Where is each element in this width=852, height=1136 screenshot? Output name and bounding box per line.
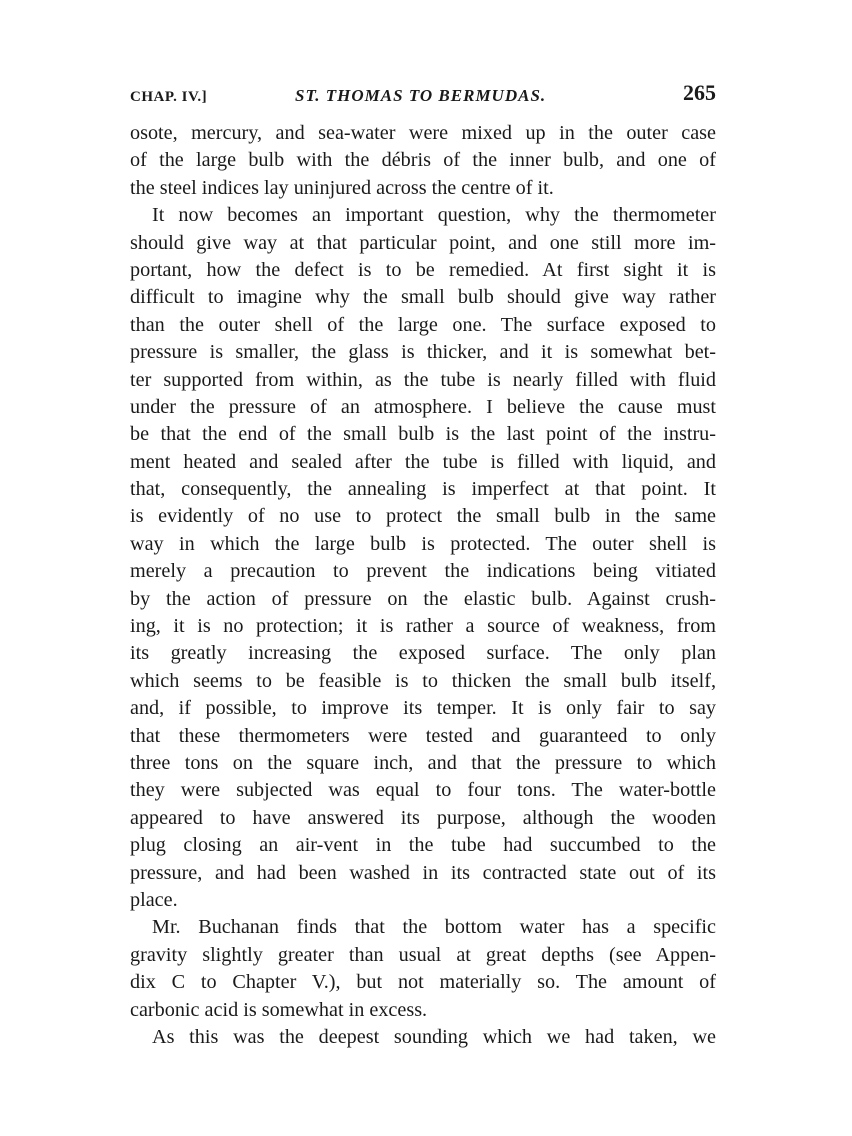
text-line: the steel indices lay uninjured across the centre of it.	[130, 176, 554, 199]
running-title: ST. THOMAS TO BERMUDAS.	[295, 86, 547, 105]
running-head	[130, 80, 716, 110]
text-line: and, if possible, to improve its temper. It is only fair to say	[130, 697, 716, 720]
text-line: by the action of pressure on the elastic bulb. Against crush-	[130, 587, 716, 610]
text-line: than the outer shell of the large one. The surface exposed to	[130, 313, 716, 336]
text-line: Mr. Buchanan finds that the bottom water has a specific	[152, 916, 716, 939]
text-line: gravity slightly greater than usual at great depths (see Appen-	[130, 943, 716, 966]
text-line: difficult to imagine why the small bulb should give way rather	[130, 286, 716, 309]
text-line: pressure is smaller, the glass is thicker, and it is somewhat bet-	[130, 341, 716, 364]
page-number: 265	[683, 80, 716, 105]
text-line: ment heated and sealed after the tube is filled with liquid, and	[130, 450, 716, 473]
text-line: of the large bulb with the débris of the inner bulb, and one of	[130, 149, 716, 172]
text-line: its greatly increasing the exposed surface. The only plan	[130, 642, 716, 665]
text-line: that these thermometers were tested and guaranteed to only	[130, 724, 716, 747]
text-line: ing, it is no protection; it is rather a source of weakness, from	[130, 615, 716, 638]
text-line: merely a precaution to prevent the indications being vitiated	[130, 560, 716, 583]
text-line: portant, how the defect is to be remedied. At first sight it is	[130, 258, 716, 281]
text-line: plug closing an air-vent in the tube had succumbed to the	[130, 834, 716, 857]
text-line: should give way at that particular point, and one still more im-	[130, 231, 716, 254]
text-line: they were subjected was equal to four tons. The water-bottle	[130, 779, 716, 802]
text-line: As this was the deepest sounding which we had taken, we	[152, 1025, 716, 1048]
text-line: three tons on the square inch, and that the pressure to which	[130, 751, 716, 774]
text-line: pressure, and had been washed in its contracted state out of its	[130, 861, 716, 884]
text-line: ter supported from within, as the tube is nearly filled with fluid	[130, 368, 716, 391]
text-line: that, consequently, the annealing is imperfect at that point. It	[130, 478, 716, 501]
text-line: which seems to be feasible is to thicken the small bulb itself,	[130, 669, 716, 692]
text-line: way in which the large bulb is protected. The outer shell is	[130, 532, 716, 555]
text-line: place.	[130, 888, 178, 911]
text-line: dix C to Chapter V.), but not materially so. The amount of	[130, 971, 716, 994]
text-line: appeared to have answered its purpose, although the wooden	[130, 806, 716, 829]
text-line: carbonic acid is somewhat in excess.	[130, 998, 428, 1021]
text-line: is evidently of no use to protect the small bulb in the same	[130, 505, 716, 528]
chapter-label: CHAP. IV.]	[130, 89, 208, 105]
text-line: It now becomes an important question, why the thermometer	[152, 204, 716, 227]
text-line: osote, mercury, and sea-water were mixed up in the outer case	[130, 122, 716, 144]
text-line: be that the end of the small bulb is the last point of the instru-	[130, 423, 716, 446]
body-text	[130, 120, 716, 1051]
text-line: under the pressure of an atmosphere. I believe the cause must	[130, 395, 716, 418]
